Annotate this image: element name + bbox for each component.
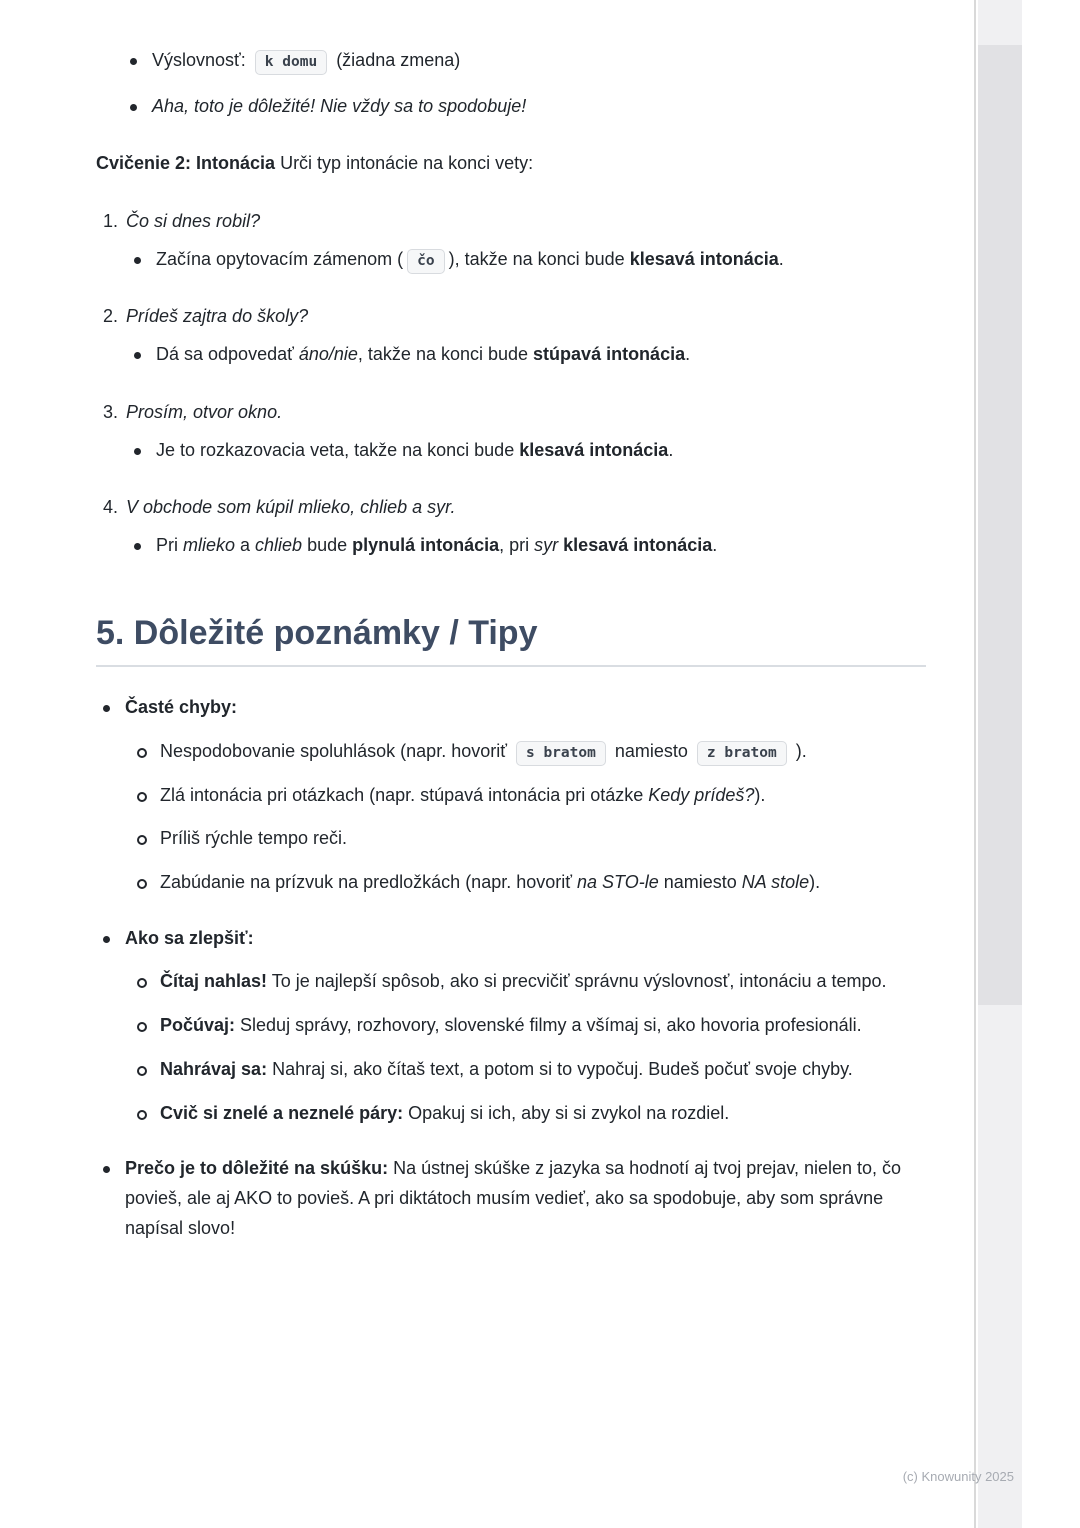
text-segment: Čo si dnes robil? (126, 211, 261, 232)
list-item-text (125, 1154, 926, 1243)
tips-group (96, 924, 926, 1128)
list-item-text (125, 924, 926, 954)
text-segment: na STO-le (577, 872, 659, 893)
list-item-text (160, 967, 926, 997)
list-number: 2. (103, 306, 119, 327)
text-segment: a (235, 534, 256, 555)
text-segment: ). (790, 741, 807, 762)
list-item-text (160, 737, 926, 767)
list-item-text (152, 92, 926, 122)
text-segment: stúpavá intonácia (533, 344, 686, 365)
section5-tips-list (96, 693, 926, 1243)
list-item-text (160, 1099, 926, 1129)
inline-code: čo (407, 249, 444, 274)
list-item (134, 340, 926, 370)
circle-bullet-icon (137, 1022, 147, 1032)
inline-code: s bratom (516, 741, 606, 766)
text-segment: Počúvaj: (160, 1015, 236, 1036)
text-segment: Kedy prídeš? (648, 784, 755, 805)
bullet-icon (103, 1166, 110, 1173)
text-segment: Zabúdanie na prízvuk na predložkách (napr. hovoriť (160, 872, 577, 893)
text-segment: syr (534, 534, 559, 555)
list-number: 4. (103, 497, 119, 518)
list-item (130, 92, 926, 122)
list-item-text (160, 824, 926, 854)
circle-bullet-icon (137, 1066, 147, 1076)
text-segment: Začína opytovacím zámenom ( (156, 248, 404, 269)
list-item-text (125, 693, 926, 723)
list-item (134, 436, 926, 466)
bullet-icon (134, 543, 141, 550)
text-segment: bude (302, 534, 353, 555)
text-segment: To je najlepší spôsob, ako si precvičiť správnu výslovnosť, intonáciu a tempo. (267, 971, 887, 992)
text-segment: Urči typ intonácie na konci vety: (275, 153, 534, 174)
list-item-text (126, 398, 926, 428)
list-item-text (160, 781, 926, 811)
list-item (137, 1011, 926, 1041)
text-segment: chlieb (255, 534, 303, 555)
list-item (103, 1154, 926, 1243)
list-item (103, 493, 926, 523)
text-segment: Časté chyby: (125, 697, 238, 718)
list-item (137, 868, 926, 898)
text-segment: Nahraj si, ako čítaš text, a potom si to vypočuj. Budeš počuť svoje chyby. (267, 1058, 853, 1079)
list-item (103, 398, 926, 428)
tips-group (96, 693, 926, 897)
list-item-text (126, 493, 926, 523)
text-segment: Aha, toto je dôležité! Nie vždy sa to spodobuje! (152, 95, 527, 116)
list-number: 1. (103, 211, 119, 232)
scrollbar-track[interactable] (978, 0, 1022, 1528)
text-segment: Zlá intonácia pri otázkach (napr. stúpavá intonácia pri otázke (160, 784, 649, 805)
text-segment: mlieko (183, 534, 236, 555)
list-item (134, 245, 926, 275)
text-segment: Čítaj nahlas! (160, 971, 268, 992)
list-item-text (156, 531, 926, 561)
list-item-text (156, 340, 926, 370)
text-segment: ). (809, 872, 821, 893)
circle-bullet-icon (137, 978, 147, 988)
text-segment: , takže na konci bude (357, 344, 534, 365)
text-segment: Dá sa odpovedať (156, 344, 299, 365)
exercise-item (103, 302, 926, 369)
text-segment: Cvič si znelé a neznelé páry: (160, 1102, 404, 1123)
text-segment: Prečo je to dôležité na skúšku: (125, 1158, 389, 1179)
circle-bullet-icon (137, 879, 147, 889)
text-segment: Výslovnosť: (152, 50, 251, 70)
text-segment: Cvičenie 2: Intonácia (96, 153, 276, 174)
text-segment: ). (754, 784, 766, 805)
text-segment: Nahrávaj sa: (160, 1058, 268, 1079)
scrollbar-thumb[interactable] (978, 45, 1022, 1005)
list-item-text (160, 1055, 926, 1085)
page-edge-divider (974, 0, 976, 1528)
list-item-text (126, 302, 926, 332)
bullet-icon (134, 448, 141, 455)
text-segment: klesavá intonácia (629, 248, 779, 269)
list-item (137, 737, 926, 767)
text-segment: . (778, 248, 784, 269)
list-item (137, 967, 926, 997)
circle-bullet-icon (137, 792, 147, 802)
text-segment: Pri (156, 534, 183, 555)
bullet-icon (103, 705, 110, 712)
text-segment: plynulá intonácia (352, 534, 500, 555)
text-segment: Sleduj správy, rozhovory, slovenské filmy a všímaj si, ako hovoria profesionáli. (235, 1015, 862, 1036)
text-segment: áno/nie (298, 344, 358, 365)
document-content (96, 46, 926, 1243)
text-segment: (žiadna zmena) (331, 50, 461, 70)
exercise-item (103, 398, 926, 465)
inline-code: z bratom (697, 741, 787, 766)
text-segment: . (712, 534, 718, 555)
bullet-icon (134, 257, 141, 264)
list-item (137, 824, 926, 854)
bullet-icon (134, 352, 141, 359)
text-segment: Príliš rýchle tempo reči. (160, 828, 348, 849)
text-segment: Je to rozkazovacia veta, takže na konci bude (156, 439, 520, 460)
text-segment: . (668, 439, 674, 460)
text-segment: Prídeš zajtra do školy? (126, 306, 309, 327)
tips-group (96, 1154, 926, 1243)
list-item (137, 781, 926, 811)
text-segment: . (685, 344, 691, 365)
text-segment: Opakuj si ich, aby si si zvykol na rozdiel. (403, 1102, 730, 1123)
exercise-item (103, 493, 926, 560)
bullet-icon (130, 104, 137, 111)
exercise2-lead (96, 149, 926, 179)
exercise2-list (96, 207, 926, 561)
text-segment: ), takže na konci bude (448, 248, 630, 269)
bullet-icon (130, 58, 137, 65)
text-segment: namiesto (658, 872, 742, 893)
circle-bullet-icon (137, 835, 147, 845)
list-item (130, 46, 926, 76)
text-segment: klesavá intonácia (519, 439, 669, 460)
list-item (134, 531, 926, 561)
text-segment: , pri (499, 534, 535, 555)
exercise-item (103, 207, 926, 274)
list-item (103, 302, 926, 332)
text-segment: Prosím, otvor okno. (126, 401, 283, 422)
copyright-footer: (c) Knowunity 2025 (902, 1469, 1014, 1484)
list-item (103, 693, 926, 723)
list-item (103, 207, 926, 237)
list-item-text (156, 245, 926, 275)
text-segment: NA stole (741, 872, 810, 893)
list-item (103, 924, 926, 954)
text-segment: Nespodobovanie spoluhlások (napr. hovoriť (160, 741, 512, 762)
list-item (137, 1099, 926, 1129)
bullet-icon (103, 936, 110, 943)
list-item-text (160, 1011, 926, 1041)
list-item-text (160, 868, 926, 898)
circle-bullet-icon (137, 1110, 147, 1120)
circle-bullet-icon (137, 748, 147, 758)
text-segment: V obchode som kúpil mlieko, chlieb a syr. (126, 497, 456, 518)
list-item (137, 1055, 926, 1085)
text-segment: Na ústnej skúške z jazyka sa hodnotí aj tvoj prejav, nielen to, čo povieš, ale aj AKO to povieš. A pri diktátoch musím vedieť, ako sa spodobuje, aby som správne napísal slovo! (125, 1158, 902, 1238)
text-segment: namiesto (609, 741, 693, 762)
intro-bullet-list (130, 46, 926, 121)
text-segment: klesavá intonácia (563, 534, 713, 555)
list-item-text (152, 46, 926, 76)
list-number: 3. (103, 401, 119, 422)
list-item-text (156, 436, 926, 466)
inline-code: k domu (255, 50, 327, 75)
text-segment: Ako sa zlepšiť: (125, 927, 254, 948)
list-item-text (126, 207, 926, 237)
section5-heading: 5. Dôležité poznámky / Tipy (96, 613, 926, 668)
